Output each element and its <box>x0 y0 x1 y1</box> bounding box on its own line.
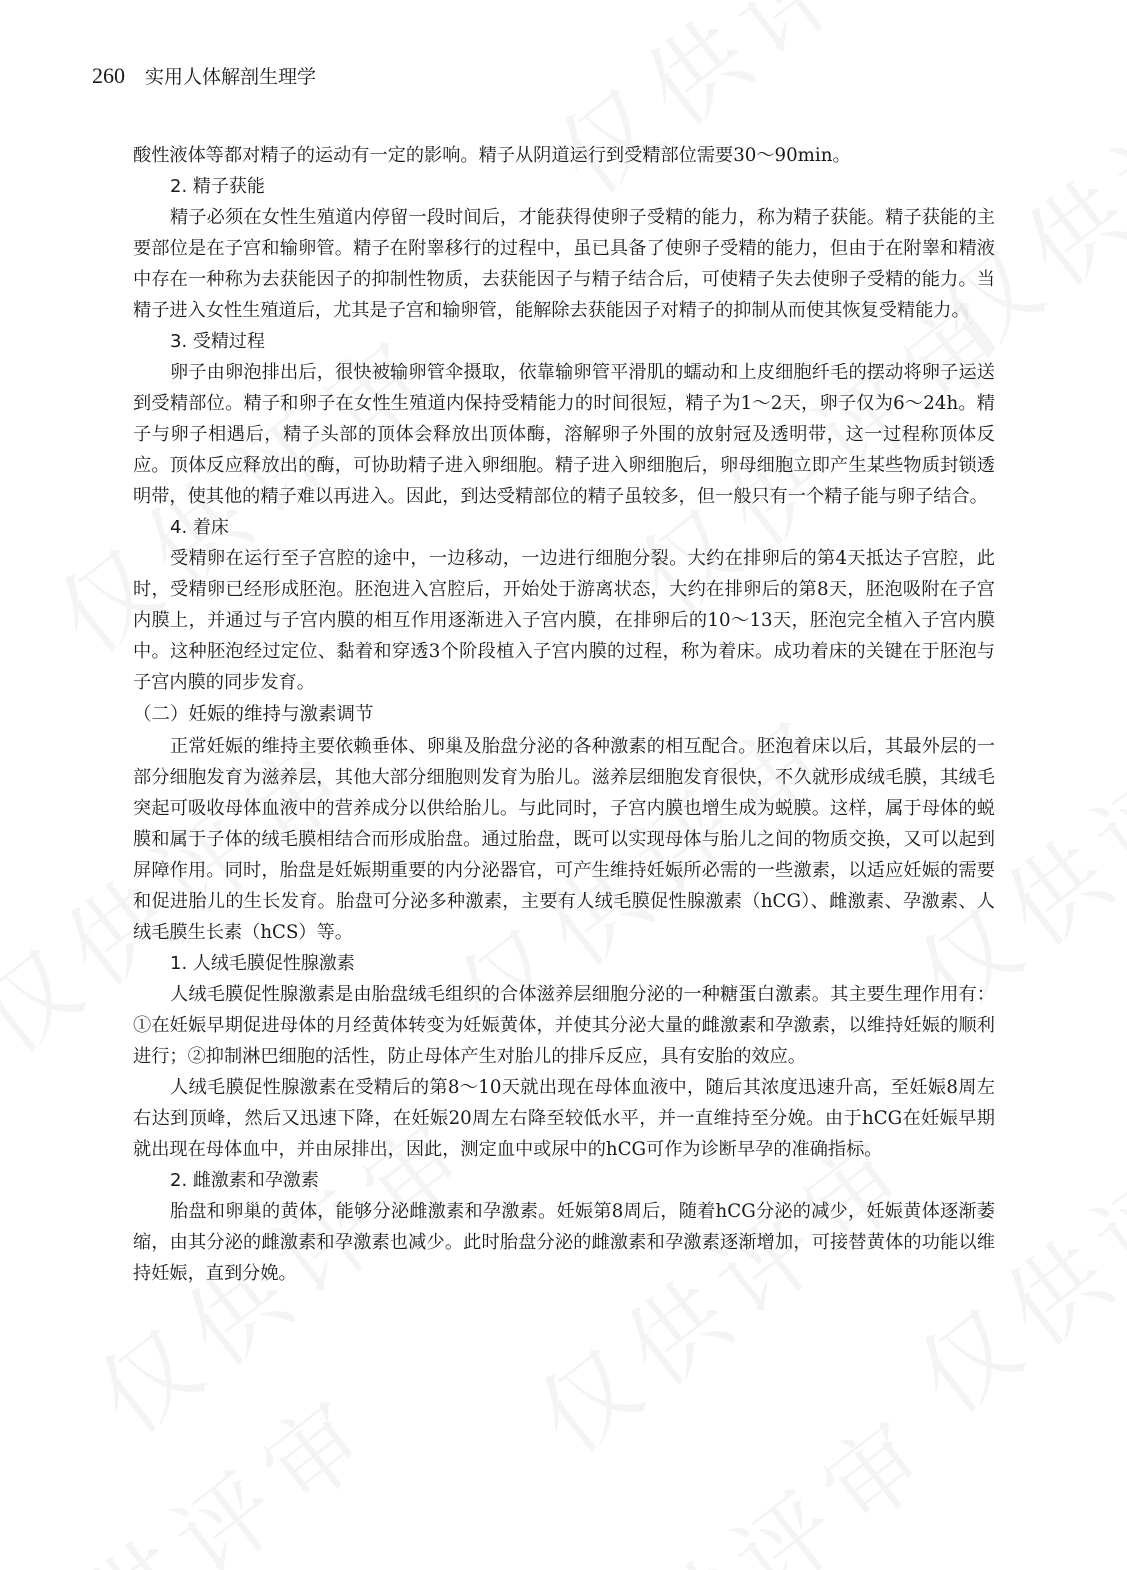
section-heading: 2. 雌激素和孕激素 <box>170 1170 319 1191</box>
watermark-text <box>525 1377 962 1570</box>
paragraph: 精子必须在女性生殖道内停留一段时间后，才能获得使卵子受精的能力，称为精子获能。精子获能的主要部位是在子宫和输卵管。精子在附睾移行的过程中，虽已具备了使卵子受精的能力，但由于在附睾和精液中存在一种称为去获能因子的抑制性物质，去获能因子与精子结合后，可使精子失去使卵子受精的能力。当精子进入女性生殖道后，尤其是子宫和输卵管，能解除去获能因子对精子的抑制从而使其恢复受精能力。 <box>133 207 995 321</box>
paragraph: 正常妊娠的维持主要依赖垂体、卵巢及胎盘分泌的各种激素的相互配合。胚泡着床以后，其最外层的一部分细胞发育为滋养层，其他大部分细胞则发育为胎儿。滋养层细胞发育很快，不久就形成绒毛膜，其绒毛突起可吸收母体血液中的营养成分以供给胎儿。与此同时，子宫内膜也增生成为蜕膜。这样，属于母体的蜕膜和属于子体的绒毛膜相结合而形成胎盘。通过胎盘，既可以实现母体与胎儿之间的物质交换，又可以起到屏障作用。同时，胎盘是妊娠期重要的内分泌器官，可产生维持妊娠所必需的一些激素，以适应妊娠的需要和促进胎儿的生长发育。胎盘可分泌多种激素，主要有人绒毛膜促性腺激素（hCG）、雌激素、孕激素、人绒毛膜生长素（hCS）等。 <box>133 736 995 943</box>
chapter-subheading: （二）妊娠的维持与激素调节 <box>133 704 374 725</box>
section-heading: 4. 着床 <box>170 517 229 538</box>
paragraph: 酸性液体等都对精子的运动有一定的影响。精子从阴道运行到受精部位需要30～90min。 <box>133 145 851 166</box>
paragraph: 人绒毛膜促性腺激素在受精后的第8～10天就出现在母体血液中，随后其浓度迅速升高，至妊娠8周左右达到顶峰，然后又迅速下降，在妊娠20周左右降至较低水平，并一直维持至分娩。由于hCG在妊娠早期就出现在母体血中，并由尿排出，因此，测定血中或尿中的hCG可作为诊断早孕的准确指标。 <box>133 1077 995 1160</box>
page-number: 260 <box>92 63 125 88</box>
watermark-text <box>0 1357 403 1570</box>
paragraph: 胎盘和卵巢的黄体，能够分泌雌激素和孕激素。妊娠第8周后，随着hCG分泌的减少，妊娠黄体逐渐萎缩，由其分泌的雌激素和孕激素也减少。此时胎盘分泌的雌激素和孕激素逐渐增加，可接替黄体的功能以维持妊娠，直到分娩。 <box>133 1201 995 1284</box>
section-heading: 3. 受精过程 <box>170 331 265 352</box>
paragraph: 受精卵在运行至子宫腔的途中，一边移动，一边进行细胞分裂。大约在排卵后的第4天抵达子宫腔，此时，受精卵已经形成胚泡。胚泡进入宫腔后，开始处于游离状态，大约在排卵后的第8天，胚泡吸附在子宫内膜上，并通过与子宫内膜的相互作用逐渐进入子宫内膜，在排卵后的10～13天，胚泡完全植入子宫内膜中。这种胚泡经过定位、黏着和穿透3个阶段植入子宫内膜的过程，称为着床。成功着床的关键在于胚泡与子宫内膜的同步发育。 <box>133 548 995 693</box>
section-heading: 1. 人绒毛膜促性腺激素 <box>170 953 355 974</box>
section-heading: 2. 精子获能 <box>170 176 265 197</box>
paragraph: 人绒毛膜促性腺激素是由胎盘绒毛组织的合体滋养层细胞分泌的一种糖蛋白激素。其主要生理作用有：①在妊娠早期促进母体的月经黄体转变为妊娠黄体，并使其分泌大量的雌激素和孕激素，以维持妊娠的顺利进行；②抑制淋巴细胞的活性，防止母体产生对胎儿的排斥反应，具有安胎的效应。 <box>133 984 995 1067</box>
page-body <box>133 140 995 1289</box>
book-title: 实用人体解剖生理学 <box>145 66 317 88</box>
page-header <box>92 62 316 89</box>
paragraph: 卵子由卵泡排出后，很快被输卵管伞摄取，依靠输卵管平滑肌的蠕动和上皮细胞纤毛的摆动将卵子运送到受精部位。精子和卵子在女性生殖道内保持受精能力的时间很短，精子为1～2天，卵子仅为6～24h。精子与卵子相遇后，精子头部的顶体会释放出顶体酶，溶解卵子外围的放射冠及透明带，这一过程称顶体反应。顶体反应释放出的酶，可协助精子进入卵细胞。精子进入卵细胞后，卵母细胞立即产生某些物质封锁透明带，使其他的精子难以再进入。因此，到达受精部位的精子虽较多，但一般只有一个精子能与卵子结合。 <box>133 362 995 507</box>
